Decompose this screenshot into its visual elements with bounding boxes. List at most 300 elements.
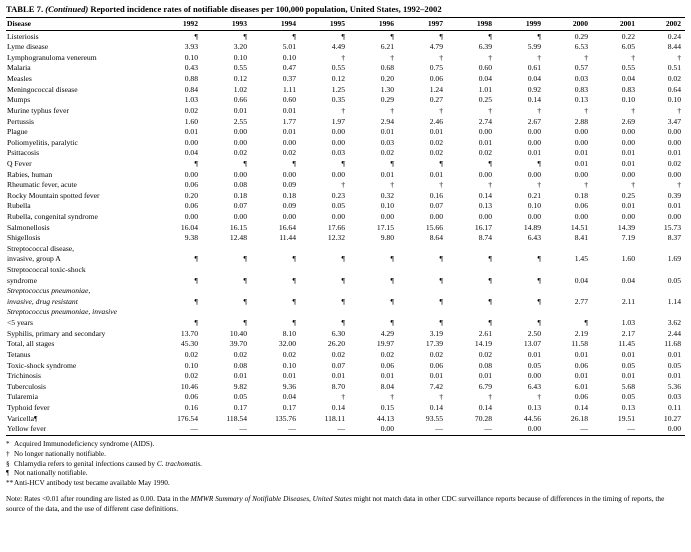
cell-disease: Syphilis, primary and secondary <box>7 328 106 338</box>
footnote-text: Not nationally notifiable. <box>14 468 88 478</box>
cell-1995: 0.03 <box>331 148 345 158</box>
cell-1997: 7.42 <box>429 381 443 391</box>
cell-2001: 0.01 <box>621 148 635 158</box>
table-row <box>6 201 685 212</box>
cell-1994: 0.18 <box>282 190 296 200</box>
cell-2000: † <box>584 105 588 115</box>
cell-2000: 0.18 <box>574 190 588 200</box>
cell-2000: † <box>584 52 588 62</box>
cell-2000: 0.29 <box>574 31 588 41</box>
cell-1994: 135.76 <box>275 413 296 423</box>
cell-1997: † <box>439 180 443 190</box>
cell-1997: ¶ <box>439 254 443 264</box>
cell-1992: ¶ <box>194 275 198 285</box>
cell-1997: 17.39 <box>425 339 443 349</box>
cell-1997: 0.01 <box>429 127 443 137</box>
cell-1998: 0.14 <box>478 402 492 412</box>
cell-1993 <box>202 307 251 318</box>
cell-1992: 0.43 <box>184 63 198 73</box>
cell-1999: † <box>537 105 541 115</box>
cell-disease: Poliomyelitis, paralytic <box>7 137 78 147</box>
cell-2002 <box>639 244 685 255</box>
cell-1992: 0.16 <box>184 402 198 412</box>
cell-1992: 9.38 <box>184 233 198 243</box>
cell-disease: Q Fever <box>7 158 32 168</box>
cell-1999: 13.07 <box>523 339 541 349</box>
table-row <box>6 84 685 95</box>
table-row <box>6 371 685 382</box>
cell-disease: Meningococcal disease <box>7 84 78 94</box>
cell-disease: Plague <box>7 127 28 137</box>
cell-2001: 2.69 <box>621 116 635 126</box>
cell-disease: Trichinosis <box>7 371 41 381</box>
cell-1994: ¶ <box>292 254 296 264</box>
cell-1993: 0.18 <box>233 190 247 200</box>
column-header-1999: 1999 <box>496 18 545 31</box>
cell-1993: 0.01 <box>233 371 247 381</box>
table-row <box>6 180 685 191</box>
cell-1994: 0.01 <box>282 371 296 381</box>
cell-2001: 11.45 <box>618 339 635 349</box>
cell-2002: 0.05 <box>667 360 681 370</box>
cell-1998: — <box>447 424 496 436</box>
table-row <box>6 42 685 53</box>
cell-disease: Pertussis <box>7 116 35 126</box>
cell-1993 <box>202 286 251 297</box>
cell-1993: ¶ <box>243 296 247 306</box>
note-suffix: might not match data in other CDC surveillance reports because of differences in the timing of reports, the source of the data, and the use of different case definitions. <box>6 494 665 514</box>
cell-1996: 4.29 <box>380 328 394 338</box>
cell-2002: 11.68 <box>664 339 681 349</box>
cell-2000: 14.51 <box>570 222 588 232</box>
column-header-1998: 1998 <box>447 18 496 31</box>
cell-1994: ¶ <box>292 275 296 285</box>
footnote <box>6 478 685 488</box>
cell-1995 <box>300 286 349 297</box>
cell-2002: 0.03 <box>667 392 681 402</box>
cell-1995 <box>300 244 349 255</box>
cell-disease: Psittacosis <box>7 148 40 158</box>
cell-1998: 0.02 <box>478 349 492 359</box>
cell-disease: Measles <box>7 74 32 84</box>
cell-1993: ¶ <box>243 275 247 285</box>
cell-1997: 0.27 <box>429 95 443 105</box>
cell-1996: 0.29 <box>380 95 394 105</box>
cell-1998: 0.00 <box>478 211 492 221</box>
note-prefix: Note: Rates <0.01 after rounding are listed as 0.00. Data in the <box>6 494 191 504</box>
cell-1998: ¶ <box>488 296 492 306</box>
cell-1992: — <box>152 424 202 436</box>
cell-1999: 0.61 <box>527 63 541 73</box>
cell-2002: 1.69 <box>667 254 681 264</box>
table-row <box>6 116 685 127</box>
cell-2000: 0.14 <box>574 402 588 412</box>
cell-disease: syndrome <box>7 275 37 285</box>
cell-1997: † <box>439 105 443 115</box>
cell-1995: 0.12 <box>331 74 345 84</box>
cell-1995: 0.00 <box>331 169 345 179</box>
table-row <box>6 244 685 255</box>
cell-1996: ¶ <box>390 318 394 328</box>
cell-2002: 0.00 <box>639 424 685 436</box>
cell-1999: 0.01 <box>527 349 541 359</box>
cell-2002: 8.37 <box>667 233 681 243</box>
cell-1997: 93.55 <box>425 413 443 423</box>
cell-1995: 0.14 <box>331 402 345 412</box>
cell-2001: 0.10 <box>621 95 635 105</box>
cell-1999: ¶ <box>537 318 541 328</box>
table-row <box>6 53 685 64</box>
cell-2001: 0.04 <box>621 275 635 285</box>
cell-2000: 1.45 <box>574 254 588 264</box>
cell-1993: ¶ <box>243 31 247 41</box>
cell-1995: 1.25 <box>331 84 345 94</box>
cell-1994: 0.01 <box>282 127 296 137</box>
cell-1995: † <box>341 52 345 62</box>
cell-1998: ¶ <box>488 31 492 41</box>
cell-1999: 6.43 <box>527 381 541 391</box>
cell-1998: 14.19 <box>474 339 492 349</box>
cell-1994 <box>251 307 300 318</box>
cell-1993: 9.82 <box>233 381 247 391</box>
cell-1996: 0.02 <box>380 148 394 158</box>
cell-2002 <box>639 265 685 276</box>
cell-2001: 0.00 <box>621 169 635 179</box>
cell-1998: † <box>488 105 492 115</box>
cell-1997: 0.07 <box>429 201 443 211</box>
table-row <box>6 307 685 318</box>
cell-2000: 0.06 <box>574 201 588 211</box>
cell-1993: 0.01 <box>233 105 247 115</box>
cell-2001: 0.22 <box>621 31 635 41</box>
cell-2002: 0.01 <box>667 349 681 359</box>
cell-1997: 0.02 <box>429 148 443 158</box>
cell-2000 <box>545 307 592 318</box>
cell-2001: 0.01 <box>621 201 635 211</box>
cell-1992: 45.30 <box>180 339 198 349</box>
cell-1998: 0.14 <box>478 190 492 200</box>
cell-2002: 0.00 <box>667 137 681 147</box>
cell-1996: 0.10 <box>380 201 394 211</box>
cell-2001 <box>592 265 639 276</box>
cell-disease: Tetanus <box>7 349 31 359</box>
cell-1994 <box>251 286 300 297</box>
table-row <box>6 222 685 233</box>
cell-2001 <box>592 244 639 255</box>
cell-1998: 8.74 <box>478 233 492 243</box>
cell-1995: 0.00 <box>331 137 345 147</box>
cell-1995: 0.05 <box>331 201 345 211</box>
cell-1999: 0.14 <box>527 95 541 105</box>
cell-1994: 0.00 <box>282 137 296 147</box>
cell-2001: 1.03 <box>621 318 635 328</box>
cell-1998: 2.74 <box>478 116 492 126</box>
cell-2000: 0.04 <box>574 275 588 285</box>
table-row <box>6 381 685 392</box>
table-continued: (Continued) <box>45 4 89 14</box>
table-row <box>6 286 685 297</box>
column-header-1995: 1995 <box>300 18 349 31</box>
table-row <box>6 74 685 85</box>
cell-1997: 0.02 <box>429 137 443 147</box>
cell-1995: 0.07 <box>331 360 345 370</box>
cell-1999 <box>496 307 545 318</box>
cell-1993: — <box>202 424 251 436</box>
cell-disease: Streptococcal toxic-shock <box>7 265 86 275</box>
footnote-text: Anti-HCV antibody test became available May 1990. <box>14 478 170 488</box>
cell-1996: 17.15 <box>376 222 394 232</box>
cell-1995: † <box>341 105 345 115</box>
cell-disease: invasive, group A <box>7 254 61 264</box>
cell-1999: 6.43 <box>527 233 541 243</box>
cell-1992: 0.06 <box>184 392 198 402</box>
cell-1993: 0.07 <box>233 201 247 211</box>
cell-1996: 8.04 <box>380 381 394 391</box>
cell-1998: 0.08 <box>478 360 492 370</box>
cell-1992: 0.00 <box>184 211 198 221</box>
cell-2000: 2.88 <box>574 116 588 126</box>
cell-1993: 0.55 <box>233 63 247 73</box>
cell-1996 <box>349 244 398 255</box>
cell-1999: 0.00 <box>527 137 541 147</box>
cell-2002: 0.00 <box>667 211 681 221</box>
cell-1994: 0.04 <box>282 392 296 402</box>
cell-1992: 0.20 <box>184 190 198 200</box>
cell-1997: 2.46 <box>429 116 443 126</box>
cell-disease: Yellow fever <box>6 424 152 436</box>
table-row <box>6 339 685 350</box>
cell-2000: 0.00 <box>574 169 588 179</box>
cell-1998 <box>447 265 496 276</box>
cell-1996: 2.94 <box>380 116 394 126</box>
cell-2001: 0.83 <box>621 84 635 94</box>
cell-2002: 1.14 <box>667 296 681 306</box>
cell-1994: 0.09 <box>282 180 296 190</box>
cell-2000: 0.83 <box>574 84 588 94</box>
cell-1998: 0.01 <box>478 371 492 381</box>
cell-1996 <box>349 265 398 276</box>
cell-1994: 8.10 <box>282 328 296 338</box>
cell-2001: 0.01 <box>621 349 635 359</box>
table-row <box>6 360 685 371</box>
cell-1994: 0.01 <box>282 105 296 115</box>
cell-1995: 8.70 <box>331 381 345 391</box>
table-row <box>6 424 685 436</box>
cell-1995: 0.01 <box>331 371 345 381</box>
cell-1997: ¶ <box>439 275 443 285</box>
cell-1992: 10.46 <box>180 381 198 391</box>
cell-1994: 1.11 <box>282 84 296 94</box>
cell-2001: † <box>631 180 635 190</box>
cell-2000: 0.01 <box>574 158 588 168</box>
cell-disease: Varicella¶ <box>7 413 38 423</box>
cell-1997: 0.00 <box>429 211 443 221</box>
cell-1999: 0.01 <box>527 148 541 158</box>
cell-1998: † <box>488 52 492 62</box>
cell-1996: 1.30 <box>380 84 394 94</box>
cell-disease: Salmonellosis <box>7 222 50 232</box>
cell-1992: 176.54 <box>177 413 198 423</box>
cell-1997 <box>398 244 447 255</box>
cell-1999: 0.21 <box>527 190 541 200</box>
cell-2000: ¶ <box>584 318 588 328</box>
cell-1996: † <box>390 105 394 115</box>
cell-2001: 2.17 <box>621 328 635 338</box>
cell-1996: ¶ <box>390 296 394 306</box>
cell-1993: ¶ <box>243 318 247 328</box>
table-row <box>6 254 685 265</box>
cell-1996: 0.00 <box>380 211 394 221</box>
cell-1997: † <box>439 52 443 62</box>
cell-2000: 0.00 <box>574 127 588 137</box>
cell-disease: Rubella, congenital syndrome <box>7 211 98 221</box>
cell-1992: ¶ <box>194 296 198 306</box>
cell-1996: 9.80 <box>380 233 394 243</box>
column-header-2000: 2000 <box>545 18 592 31</box>
cell-1992 <box>152 307 202 318</box>
cell-disease: Tularemia <box>7 392 38 402</box>
cell-1996 <box>349 286 398 297</box>
cell-1998: 6.39 <box>478 42 492 52</box>
cell-2002: 5.36 <box>667 381 681 391</box>
column-header-1993: 1993 <box>202 18 251 31</box>
cell-1994: 0.00 <box>282 211 296 221</box>
cell-1994: ¶ <box>292 31 296 41</box>
cell-1997: 3.19 <box>429 328 443 338</box>
cell-1993: 0.08 <box>233 180 247 190</box>
cell-1999: 0.00 <box>527 169 541 179</box>
cell-2001: 14.39 <box>617 222 635 232</box>
cell-2000: 0.06 <box>574 360 588 370</box>
cell-1998: 0.02 <box>478 148 492 158</box>
cell-1995: ¶ <box>341 296 345 306</box>
cell-2000 <box>545 265 592 276</box>
cell-disease: Mumps <box>7 95 31 105</box>
cell-1996: 0.06 <box>380 360 394 370</box>
cell-disease: Rubella <box>7 201 31 211</box>
cell-1992: 0.02 <box>184 371 198 381</box>
cell-1992 <box>152 244 202 255</box>
cell-2000: 11.58 <box>571 339 588 349</box>
cell-1997: 0.16 <box>429 190 443 200</box>
cell-2001: 0.05 <box>621 392 635 402</box>
cell-2001 <box>592 307 639 318</box>
cell-2000 <box>545 244 592 255</box>
table-row <box>6 127 685 138</box>
cell-2002: 15.73 <box>663 222 681 232</box>
cell-1992: 0.10 <box>184 360 198 370</box>
table-row <box>6 106 685 117</box>
cell-2001: 0.01 <box>621 158 635 168</box>
cell-1998: 0.00 <box>478 127 492 137</box>
table-row <box>6 63 685 74</box>
cell-2001 <box>592 286 639 297</box>
cell-1998: 2.61 <box>478 328 492 338</box>
column-header-disease: Disease <box>6 18 152 31</box>
cell-1993: 16.15 <box>229 222 247 232</box>
cell-2002: † <box>677 180 681 190</box>
cell-1992: 0.06 <box>184 201 198 211</box>
cell-1995: — <box>300 424 349 436</box>
table-row <box>6 31 685 42</box>
cell-1998: ¶ <box>488 318 492 328</box>
cell-1995: 12.32 <box>327 233 345 243</box>
cell-1996: ¶ <box>390 275 394 285</box>
cell-2002: 0.11 <box>667 402 681 412</box>
table-row <box>6 413 685 424</box>
cell-1997: 0.01 <box>429 169 443 179</box>
cell-disease: Total, all stages <box>7 339 55 349</box>
column-header-1997: 1997 <box>398 18 447 31</box>
cell-1992: ¶ <box>194 31 198 41</box>
cell-1996: 0.01 <box>380 169 394 179</box>
cell-2002: 0.05 <box>667 275 681 285</box>
table-header-row <box>6 18 685 31</box>
cell-1998: † <box>488 180 492 190</box>
cell-1999: 0.92 <box>527 84 541 94</box>
cell-1999: 5.99 <box>527 42 541 52</box>
cell-2001: 7.19 <box>621 233 635 243</box>
cell-2000: 0.06 <box>574 392 588 402</box>
cell-1996: 0.02 <box>380 349 394 359</box>
table-row <box>6 95 685 106</box>
table-row <box>6 169 685 180</box>
cell-1997: 0.06 <box>429 74 443 84</box>
cell-1992: ¶ <box>194 318 198 328</box>
cell-1992: 0.00 <box>184 169 198 179</box>
footnote-marker: * <box>6 439 10 449</box>
cell-1996: 0.00 <box>349 424 398 436</box>
cell-2000: 0.00 <box>574 211 588 221</box>
cell-1995: 0.23 <box>331 190 345 200</box>
cell-1998: 0.13 <box>478 201 492 211</box>
note-italic-source: MMWR Summary of Notifiable Diseases, United States <box>190 494 352 504</box>
cell-1995 <box>300 307 349 318</box>
cell-1993: 0.12 <box>233 74 247 84</box>
cell-1997: 1.24 <box>429 84 443 94</box>
footnote-marker: ** <box>6 478 14 488</box>
cell-1994: 0.00 <box>282 169 296 179</box>
table-row <box>6 392 685 403</box>
cell-1997: 8.64 <box>429 233 443 243</box>
cell-1992: 0.88 <box>184 74 198 84</box>
cell-1997 <box>398 265 447 276</box>
cell-1993: 12.48 <box>229 233 247 243</box>
cell-1994: 0.10 <box>282 360 296 370</box>
cell-1992: 0.02 <box>184 349 198 359</box>
table-label: TABLE 7. <box>6 4 44 14</box>
cell-2000: 0.13 <box>574 95 588 105</box>
cell-1997: 0.75 <box>429 63 443 73</box>
cell-1999: ¶ <box>537 254 541 264</box>
cell-1999: ¶ <box>537 158 541 168</box>
cell-1994: 0.09 <box>282 201 296 211</box>
cell-1993 <box>202 265 251 276</box>
cell-2002: 0.10 <box>667 95 681 105</box>
cell-1996: 0.32 <box>380 190 394 200</box>
cell-1996: 19.97 <box>376 339 394 349</box>
cell-1998: 0.04 <box>478 74 492 84</box>
cell-1999: 0.00 <box>527 371 541 381</box>
cell-2001: 0.00 <box>621 137 635 147</box>
cell-1992: ¶ <box>194 158 198 168</box>
table-row <box>6 190 685 201</box>
cell-1992: 0.84 <box>184 84 198 94</box>
cell-2000: 6.53 <box>574 42 588 52</box>
cell-1993: 0.66 <box>233 95 247 105</box>
cell-1992: 3.93 <box>184 42 198 52</box>
cell-1997: 0.02 <box>429 349 443 359</box>
